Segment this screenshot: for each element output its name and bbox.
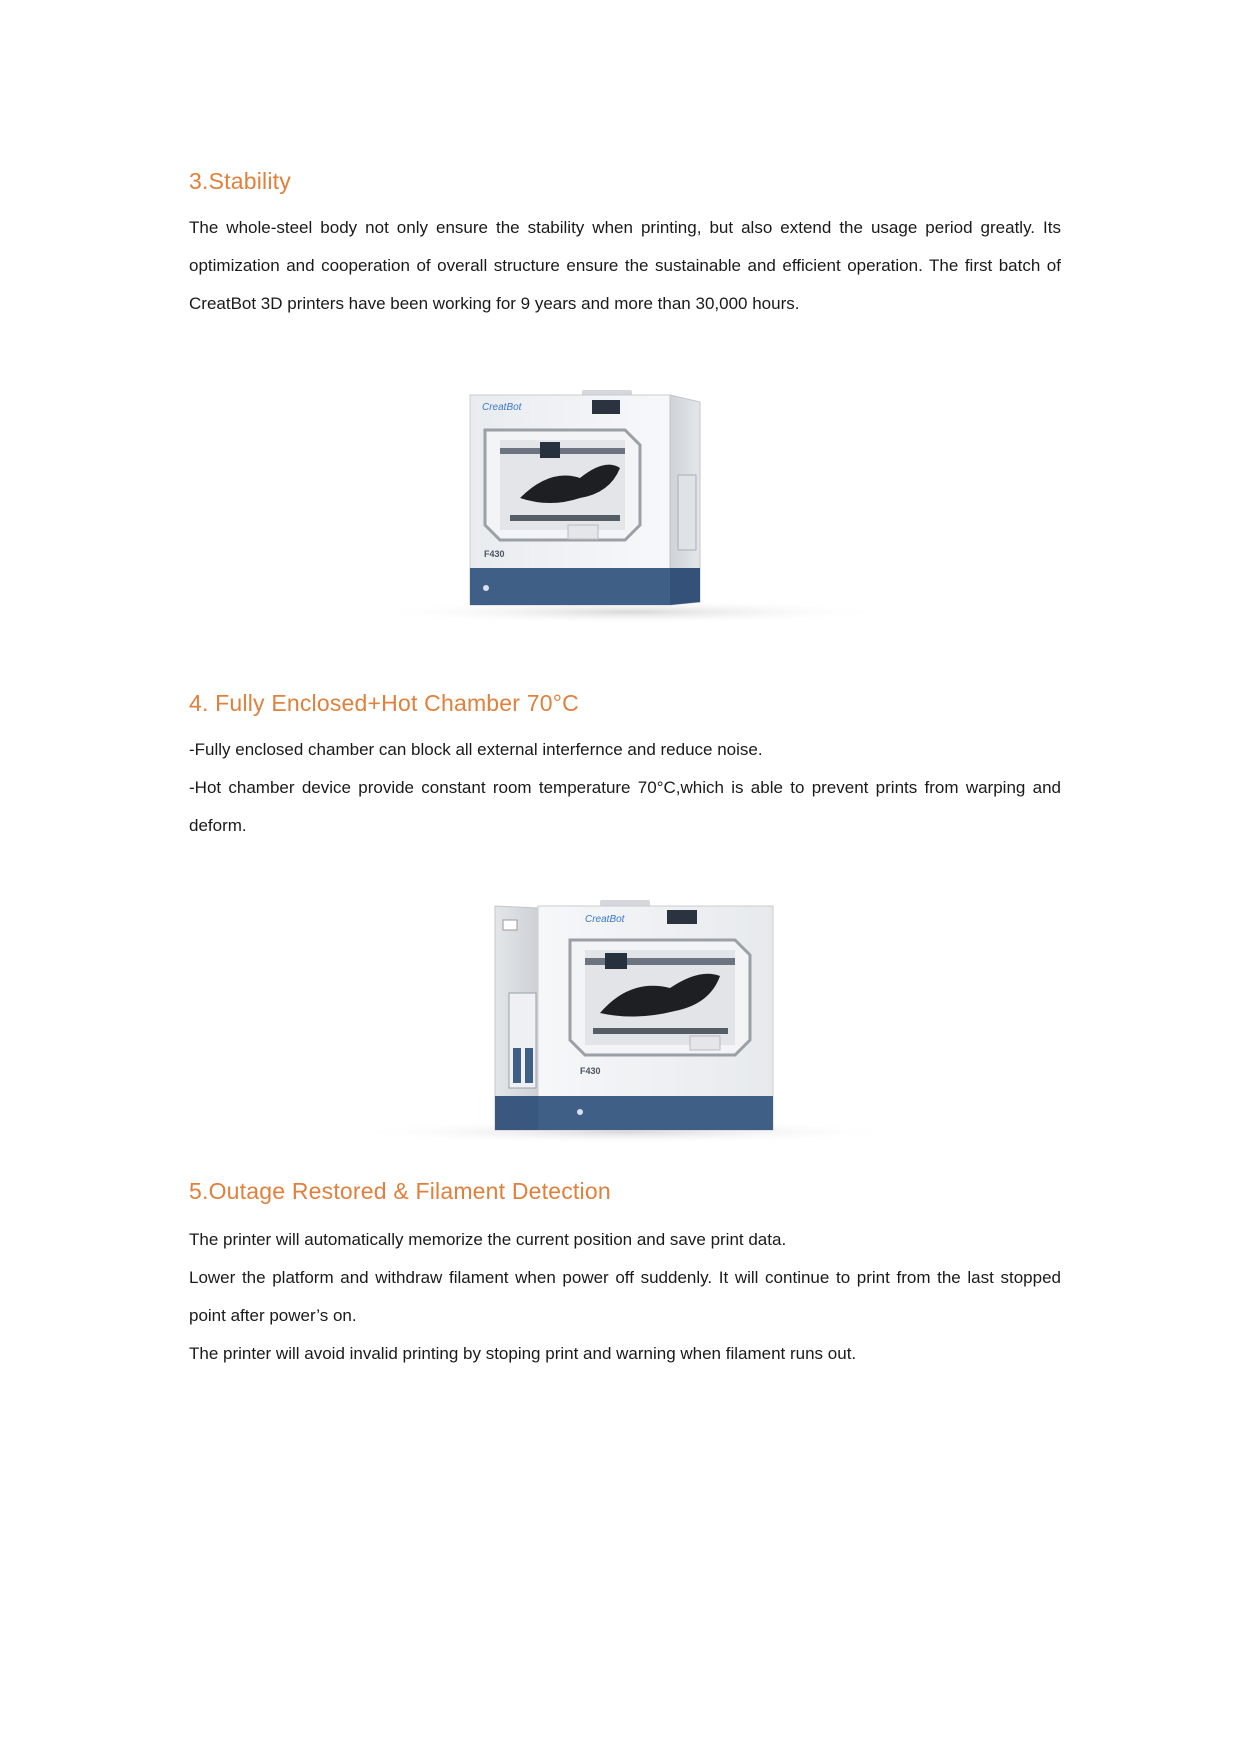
brand-label: CreatBot (482, 402, 522, 413)
section-body-enclosed (189, 731, 1061, 845)
paragraph: The printer will avoid invalid printing by stoping print and warning when filament runs out. (189, 1344, 857, 1363)
section-body-outage (189, 1221, 1061, 1373)
section-title-stability: 3.Stability (189, 168, 291, 194)
paragraph: The printer will automatically memorize the current position and save print data. (189, 1230, 787, 1249)
section-title-outage: 5.Outage Restored & Filament Detection (189, 1178, 611, 1204)
paragraph: -Hot chamber device provide constant room temperature 70°C,which is able to prevent prints from warping and deform. (189, 778, 1061, 835)
section-title-enclosed: 4. Fully Enclosed+Hot Chamber 70°C (189, 690, 579, 716)
section-body-stability (189, 209, 1061, 323)
model-label: F430 (484, 549, 505, 559)
paragraph: -Fully enclosed chamber can block all external interfernce and reduce noise. (189, 740, 763, 759)
model-label: F430 (580, 1066, 601, 1076)
paragraph: Lower the platform and withdraw filament when power off suddenly. It will continue to print from the last stopped point after power’s on. (189, 1268, 1061, 1325)
brand-label: CreatBot (585, 914, 625, 925)
printer-photo-2 (335, 898, 915, 1150)
paragraph: The whole-steel body not only ensure the stability when printing, but also extend the usage period greatly. Its optimization and cooperation of overall structure ensure the sustainable and efficient operation. The first batch of CreatBot 3D printers have been working for 9 years and more than 30,000 hours. (189, 218, 1061, 313)
printer-photo-1 (360, 380, 890, 630)
